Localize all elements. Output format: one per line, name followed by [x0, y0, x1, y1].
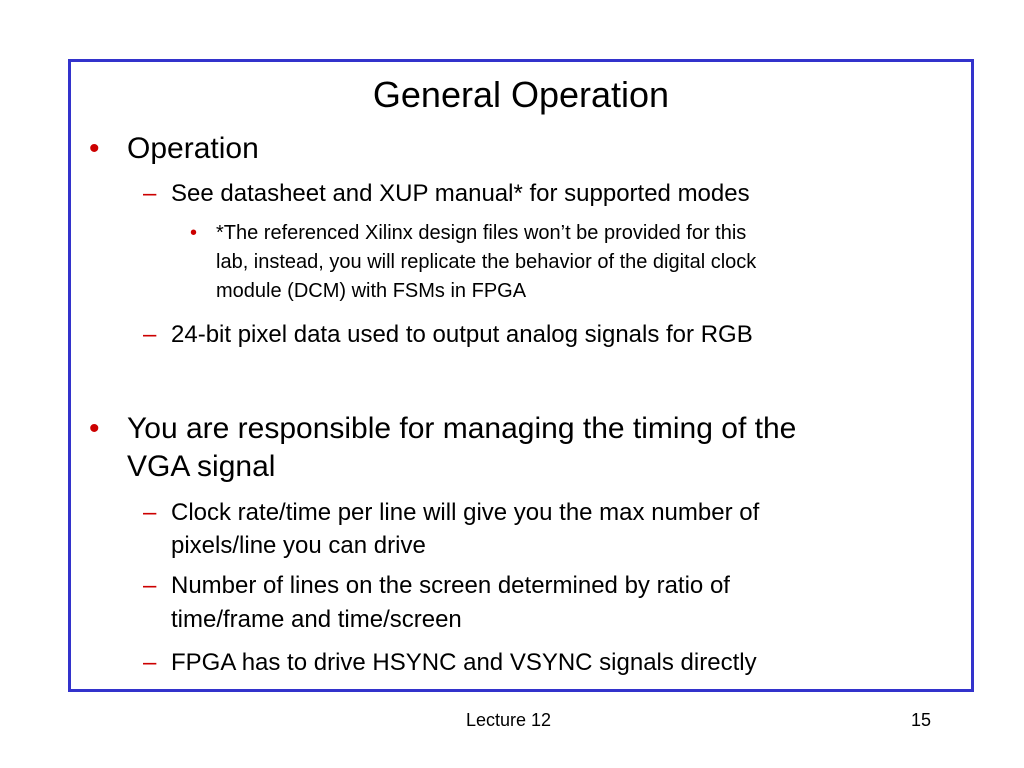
bullet-text-line-1: You are responsible for managing the timing of the	[127, 412, 797, 445]
bullet-text: Operation	[127, 132, 259, 165]
sub-bullet-text: FPGA has to drive HSYNC and VSYNC signals directly	[171, 649, 757, 676]
footer-lecture-label: Lecture 12	[466, 710, 552, 730]
bullet-marker: •	[190, 222, 198, 244]
dash-marker: –	[143, 499, 157, 526]
sub-bullet-text: See datasheet and XUP manual* for supported modes	[171, 180, 750, 207]
dash-marker: –	[143, 649, 157, 676]
sub-bullet-text: 24-bit pixel data used to output analog signals for RGB	[171, 321, 753, 348]
dash-marker: –	[143, 572, 157, 599]
dash-marker: –	[143, 180, 157, 207]
sub-bullet-line-2: pixels/line you can drive	[171, 532, 426, 559]
slide-number: 15	[911, 710, 932, 730]
sub-bullet-line-1: Number of lines on the screen determined by ratio of	[171, 572, 730, 599]
note-line-1: *The referenced Xilinx design files won’t be provided for this	[216, 222, 747, 244]
note-line-3: module (DCM) with FSMs in FPGA	[216, 280, 527, 302]
sub-bullet-line-1: Clock rate/time per line will give you the max number of	[171, 499, 760, 526]
note-line-2: lab, instead, you will replicate the behavior of the digital clock	[216, 251, 757, 273]
bullet-marker: •	[89, 132, 100, 165]
slide-title: General Operation	[372, 74, 670, 115]
bullet-marker: •	[89, 412, 100, 445]
bullet-text-line-2: VGA signal	[127, 450, 276, 483]
dash-marker: –	[143, 321, 157, 348]
slide-frame	[68, 59, 974, 692]
sub-bullet-line-2: time/frame and time/screen	[171, 606, 462, 633]
